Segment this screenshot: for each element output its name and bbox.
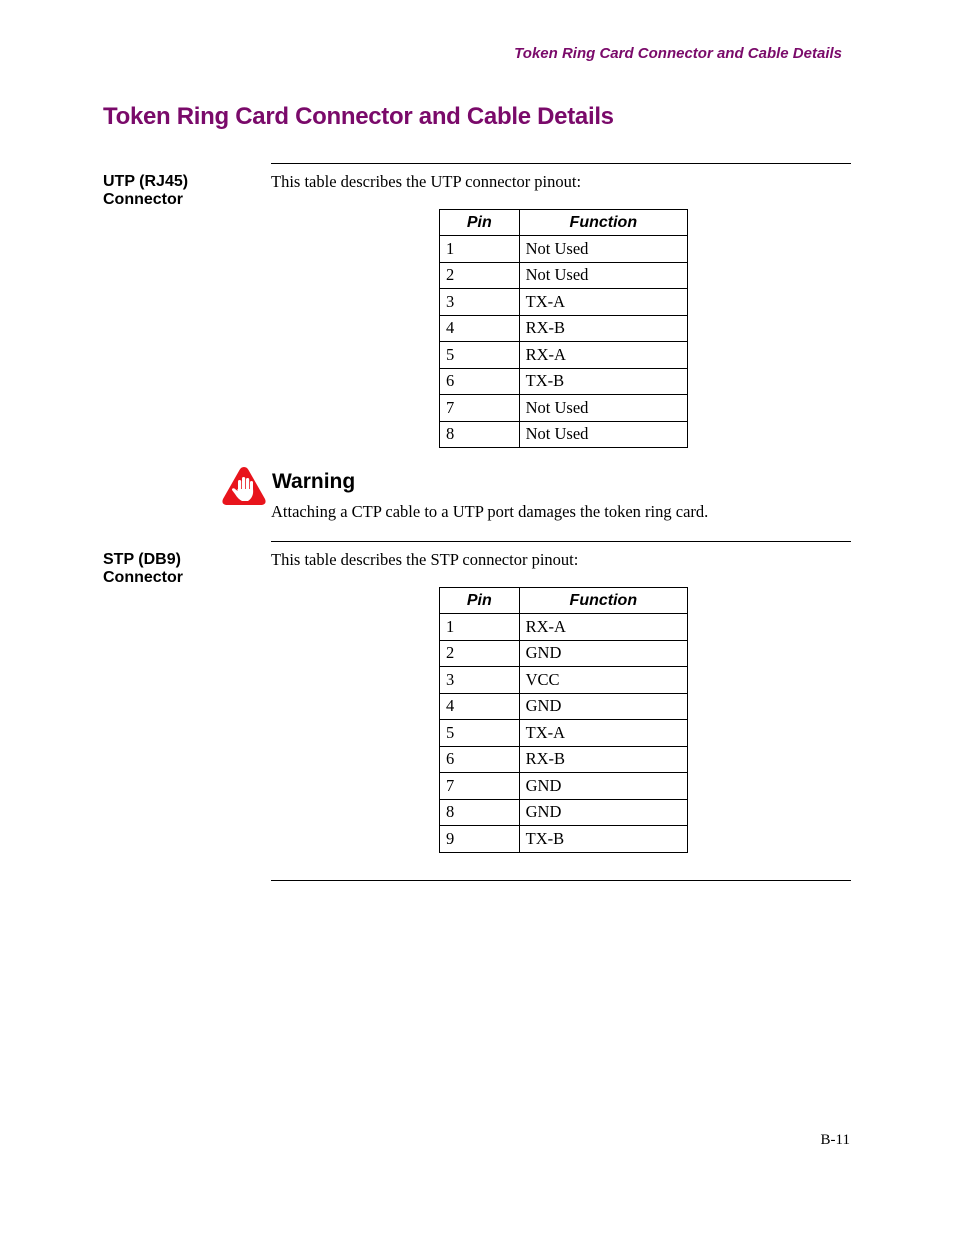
table-row [440,395,688,422]
table-row [440,342,688,369]
pin-column-header: Pin [440,588,520,614]
utp-heading-line1: UTP (RJ45) [103,173,189,190]
function-cell: Not Used [519,262,687,289]
stp-section-heading [103,551,183,587]
pin-cell: 7 [440,395,520,422]
function-cell: Not Used [519,395,687,422]
table-row [440,315,688,342]
table-header-row [440,210,688,236]
pin-cell: 1 [440,614,520,641]
function-cell: TX-A [519,289,687,316]
running-header: Token Ring Card Connector and Cable Details [514,45,842,62]
pin-cell: 2 [440,640,520,667]
utp-pinout-table [439,209,688,448]
pin-cell: 6 [440,368,520,395]
pin-cell: 1 [440,236,520,263]
function-column-header: Function [519,210,687,236]
page-title: Token Ring Card Connector and Cable Details [103,103,614,130]
utp-section-heading [103,173,188,209]
stp-pinout-table [439,587,688,853]
table-row [440,746,688,773]
function-cell: RX-B [519,746,687,773]
utp-heading-line2: Connector [103,191,183,208]
warning-text: Attaching a CTP cable to a UTP port damages the token ring card. [271,502,709,521]
table-row [440,421,688,448]
function-cell: TX-A [519,720,687,747]
function-cell: GND [519,640,687,667]
pin-column-header: Pin [440,210,520,236]
function-cell: RX-A [519,614,687,641]
function-cell: VCC [519,667,687,694]
table-row [440,773,688,800]
stp-heading-line2: Connector [103,569,183,586]
table-row [440,262,688,289]
table-row [440,368,688,395]
section-divider [271,541,851,542]
table-row [440,693,688,720]
function-cell: Not Used [519,236,687,263]
pin-cell: 3 [440,289,520,316]
pin-cell: 4 [440,315,520,342]
section-end-divider [271,880,851,881]
table-row [440,640,688,667]
function-cell: Not Used [519,421,687,448]
function-cell: GND [519,693,687,720]
section-divider [271,163,851,164]
pin-cell: 4 [440,693,520,720]
table-header-row [440,588,688,614]
function-cell: RX-A [519,342,687,369]
pin-cell: 6 [440,746,520,773]
warning-hand-icon [221,466,267,506]
function-column-header: Function [519,588,687,614]
pin-cell: 3 [440,667,520,694]
pin-cell: 7 [440,773,520,800]
function-cell: TX-B [519,368,687,395]
stp-heading-line1: STP (DB9) [103,551,181,568]
stp-intro-text: This table describes the STP connector pinout: [271,550,579,569]
table-row [440,799,688,826]
page-number: B-11 [820,1132,850,1148]
pin-cell: 2 [440,262,520,289]
pin-cell: 9 [440,826,520,853]
function-cell: GND [519,773,687,800]
pin-cell: 5 [440,342,520,369]
function-cell: GND [519,799,687,826]
table-row [440,236,688,263]
warning-title: Warning [272,470,356,493]
table-row [440,289,688,316]
table-row [440,826,688,853]
pin-cell: 8 [440,799,520,826]
pin-cell: 5 [440,720,520,747]
pin-cell: 8 [440,421,520,448]
function-cell: TX-B [519,826,687,853]
table-row [440,667,688,694]
function-cell: RX-B [519,315,687,342]
table-row [440,614,688,641]
table-row [440,720,688,747]
utp-intro-text: This table describes the UTP connector pinout: [271,172,582,191]
